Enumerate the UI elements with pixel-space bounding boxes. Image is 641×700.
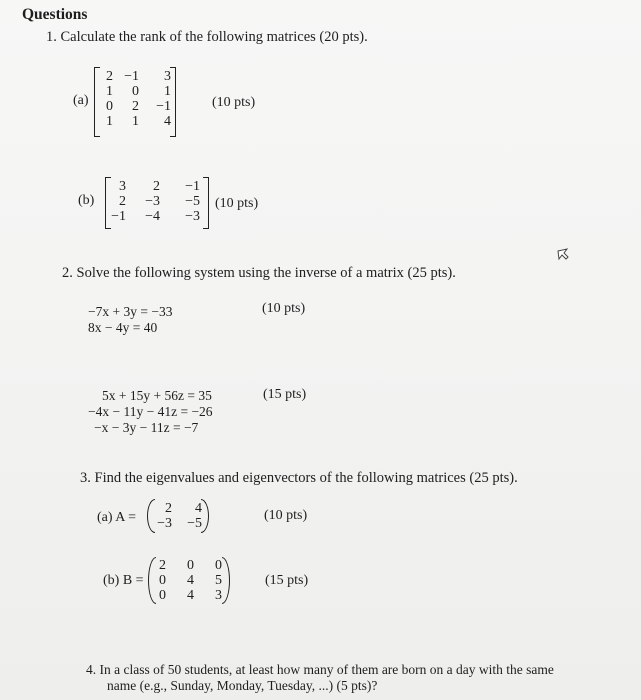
question-2-text: 2. Solve the following system using the inverse of a matrix (25 pts). [62, 265, 456, 281]
system-2-eq-3: −x − 3y − 11z = −7 [94, 420, 199, 435]
q3b-matrix-row [154, 573, 222, 588]
q3b-matrix-entry: 4 [187, 573, 194, 588]
q1a-matrix-row [99, 99, 171, 114]
q3a-matrix-row [150, 516, 202, 531]
q1b-points: (10 pts) [215, 196, 259, 211]
q3a-matrix-entry: −3 [157, 516, 172, 531]
q1a-points: (10 pts) [212, 95, 256, 110]
q3b-label: (b) B = [103, 573, 144, 588]
q1a-matrix-entry: 0 [106, 99, 113, 114]
q1a-matrix-entry: 4 [164, 114, 171, 129]
q3a-matrix-entry: 4 [195, 501, 202, 516]
q1b-matrix-entry: 2 [119, 194, 126, 209]
q1b-matrix-row [106, 194, 200, 209]
q1b-matrix-row [106, 209, 200, 224]
q3a-matrix-row [150, 501, 202, 516]
q3a-matrix-entry: −5 [187, 516, 202, 531]
q3b-matrix-entry: 2 [159, 558, 166, 573]
q1b-label: (b) [78, 193, 95, 208]
system-2 [88, 388, 213, 436]
q1a-matrix-entry: 1 [132, 114, 139, 129]
q1a-label: (a) [73, 93, 89, 108]
q3a-points: (10 pts) [264, 508, 308, 523]
question-3-text: 3. Find the eigenvalues and eigenvectors of the following matrices (25 pts). [80, 470, 518, 486]
q1a-matrix-entry: 1 [106, 84, 113, 99]
q1b-matrix-row [106, 179, 200, 194]
system-2-points: (15 pts) [263, 387, 307, 402]
system-1-points: (10 pts) [262, 301, 306, 316]
q3a-label: (a) A = [97, 510, 136, 525]
q3b-matrix-entry: 5 [215, 573, 222, 588]
q1a-matrix-entry: −1 [124, 69, 139, 84]
q3b-points: (15 pts) [265, 573, 309, 588]
heading: Questions [22, 6, 88, 23]
system-1-eq-2: 8x − 4y = 40 [88, 320, 158, 335]
question-1-text: 1. Calculate the rank of the following matrices (20 pts). [46, 29, 368, 45]
q1b-matrix-entry: −3 [185, 209, 200, 224]
q1a-matrix-row [99, 69, 171, 84]
q1b-matrix-entry: 3 [119, 179, 126, 194]
q1a-matrix-entry: 1 [106, 114, 113, 129]
q3b-matrix-entry: 0 [187, 558, 194, 573]
q1a-matrix-entry: 2 [106, 69, 113, 84]
system-2-eq-1: 5x + 15y + 56z = 35 [102, 388, 212, 403]
q3b-matrix-entry: 3 [215, 588, 222, 603]
question-4-line-2: name (e.g., Sunday, Monday, Tuesday, ...) (5 pts)? [107, 678, 378, 693]
q1b-matrix-entry: −5 [185, 194, 200, 209]
q1a-matrix-entry: 2 [132, 99, 139, 114]
q1a-matrix-row [99, 84, 171, 99]
q3b-matrix-entry: 4 [187, 588, 194, 603]
mouse-pointer-icon [557, 248, 569, 262]
q1b-matrix-entry: −4 [145, 209, 160, 224]
q3a-matrix-entry: 2 [165, 501, 172, 516]
q1b-matrix-entry: −3 [145, 194, 160, 209]
system-2-eq-2: −4x − 11y − 41z = −26 [88, 404, 213, 419]
q3b-matrix-row [154, 558, 222, 573]
q1a-matrix-entry: 1 [164, 84, 171, 99]
q3b-matrix [148, 557, 230, 604]
system-1-eq-1: −7x + 3y = −33 [88, 304, 173, 319]
q3b-matrix-entry: 0 [215, 558, 222, 573]
q1a-matrix-entry: −1 [156, 99, 171, 114]
q1a-matrix-row [99, 114, 171, 129]
q3a-matrix [147, 499, 209, 533]
q3b-matrix-row [154, 588, 222, 603]
q1a-matrix-entry: 0 [132, 84, 139, 99]
q3b-matrix-entry: 0 [159, 588, 166, 603]
q3b-matrix-entry: 0 [159, 573, 166, 588]
q1b-matrix-entry: 2 [153, 179, 160, 194]
q1b-matrix-entry: −1 [111, 209, 126, 224]
q1b-matrix [105, 177, 209, 229]
question-4-line-1: 4. In a class of 50 students, at least how many of them are born on a day with the same [86, 662, 554, 677]
q1a-matrix-entry: 3 [164, 69, 171, 84]
q1b-matrix-entry: −1 [185, 179, 200, 194]
q1a-matrix [94, 67, 176, 137]
system-1 [88, 304, 172, 336]
